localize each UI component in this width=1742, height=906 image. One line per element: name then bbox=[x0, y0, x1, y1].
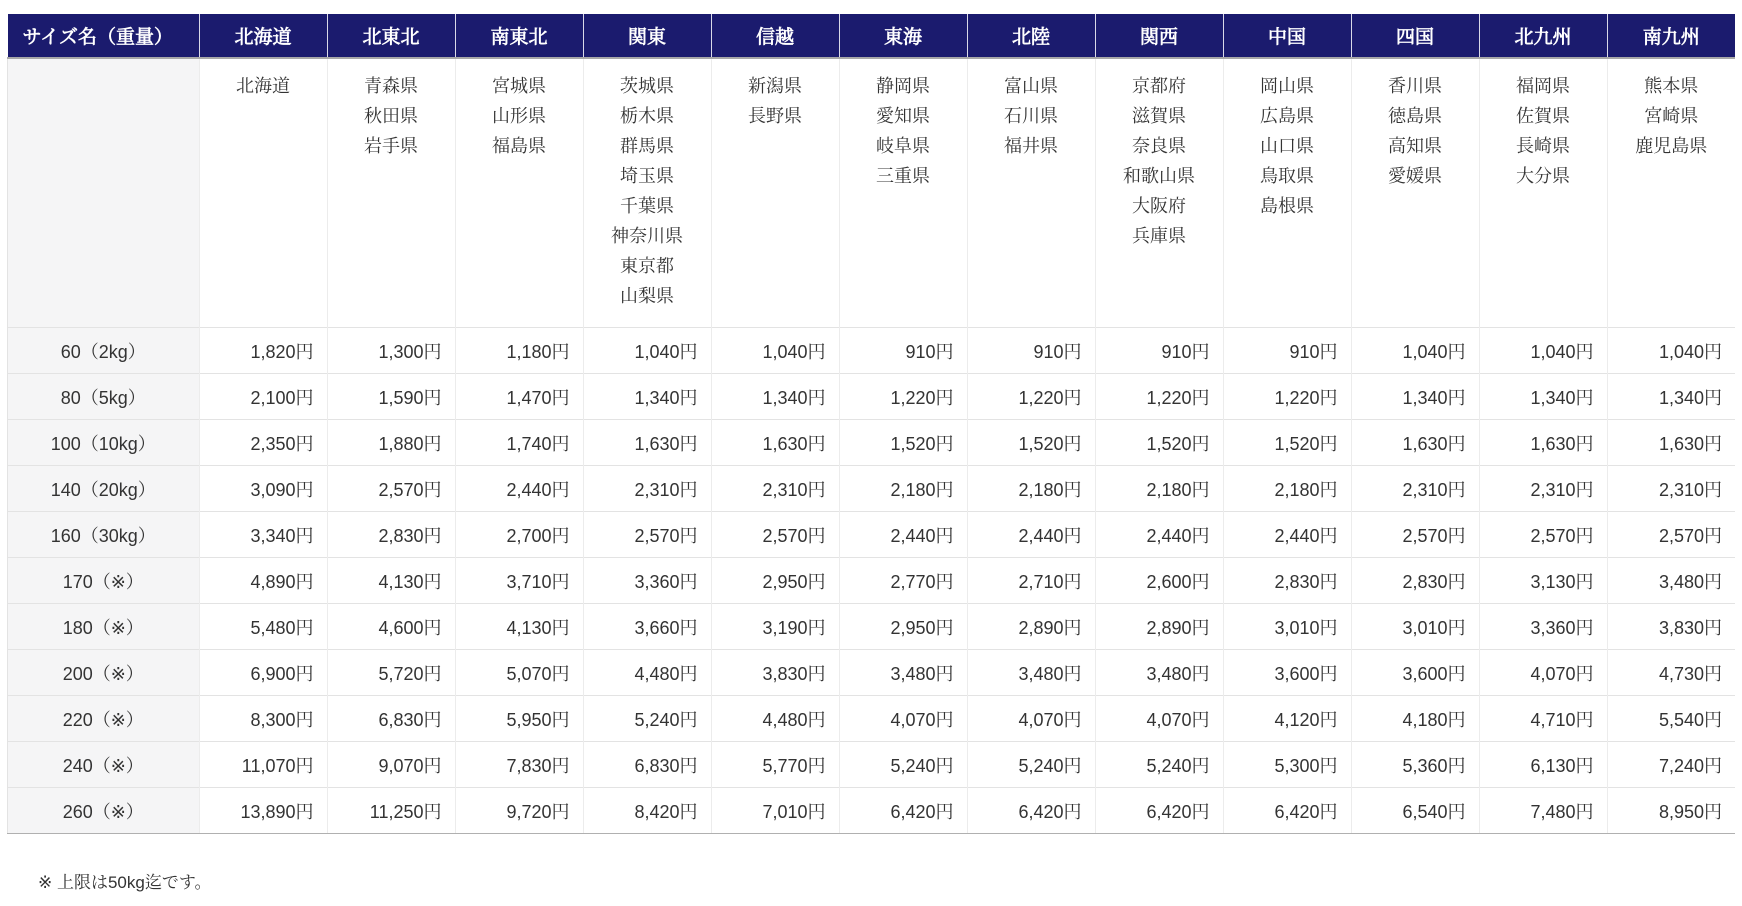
prefecture-name: 岐阜県 bbox=[876, 136, 930, 156]
price-cell: 1,630円 bbox=[1479, 420, 1607, 466]
prefecture-name: 福井県 bbox=[1004, 136, 1058, 156]
price-cell: 5,360円 bbox=[1351, 742, 1479, 788]
price-cell: 1,630円 bbox=[583, 420, 711, 466]
price-cell: 2,570円 bbox=[327, 466, 455, 512]
corner-header: サイズ名（重量） bbox=[8, 14, 200, 58]
price-cell: 1,340円 bbox=[583, 374, 711, 420]
price-cell: 8,950円 bbox=[1607, 788, 1735, 834]
table-row bbox=[8, 466, 1736, 512]
prefecture-name: 秋田県 bbox=[364, 106, 418, 126]
prefecture-name: 兵庫県 bbox=[1132, 226, 1186, 246]
prefecture-name: 茨城県 bbox=[620, 76, 674, 96]
price-cell: 1,220円 bbox=[839, 374, 967, 420]
region-header: 北九州 bbox=[1479, 14, 1607, 58]
prefecture-name: 大阪府 bbox=[1132, 196, 1186, 216]
table-row bbox=[8, 420, 1736, 466]
price-cell: 3,130円 bbox=[1479, 558, 1607, 604]
prefecture-name: 三重県 bbox=[876, 166, 930, 186]
price-cell: 4,130円 bbox=[327, 558, 455, 604]
shipping-rate-table bbox=[7, 14, 1735, 834]
region-header: 四国 bbox=[1351, 14, 1479, 58]
price-cell: 2,890円 bbox=[967, 604, 1095, 650]
prefecture-name: 山梨県 bbox=[620, 286, 674, 306]
price-cell: 2,310円 bbox=[711, 466, 839, 512]
size-label: 180（※） bbox=[8, 604, 200, 650]
price-cell: 3,190円 bbox=[711, 604, 839, 650]
price-cell: 2,440円 bbox=[1095, 512, 1223, 558]
size-label: 160（30kg） bbox=[8, 512, 200, 558]
price-cell: 4,070円 bbox=[1479, 650, 1607, 696]
price-cell: 6,900円 bbox=[199, 650, 327, 696]
prefecture-name: 千葉県 bbox=[620, 196, 674, 216]
price-cell: 7,480円 bbox=[1479, 788, 1607, 834]
price-cell: 1,520円 bbox=[839, 420, 967, 466]
size-label: 100（10kg） bbox=[8, 420, 200, 466]
price-cell: 3,480円 bbox=[1095, 650, 1223, 696]
table-row bbox=[8, 788, 1736, 834]
prefecture-name: 群馬県 bbox=[620, 136, 674, 156]
price-cell: 1,340円 bbox=[1479, 374, 1607, 420]
prefecture-cell bbox=[1351, 58, 1479, 328]
prefecture-name: 愛媛県 bbox=[1388, 166, 1442, 186]
price-cell: 5,720円 bbox=[327, 650, 455, 696]
price-cell: 1,040円 bbox=[711, 328, 839, 374]
price-cell: 910円 bbox=[967, 328, 1095, 374]
prefecture-name: 石川県 bbox=[1004, 106, 1058, 126]
price-cell: 3,830円 bbox=[711, 650, 839, 696]
price-cell: 2,180円 bbox=[1223, 466, 1351, 512]
price-cell: 910円 bbox=[1095, 328, 1223, 374]
price-cell: 2,830円 bbox=[1223, 558, 1351, 604]
size-label: 170（※） bbox=[8, 558, 200, 604]
table-row bbox=[8, 374, 1736, 420]
size-label: 60（2kg） bbox=[8, 328, 200, 374]
price-cell: 6,130円 bbox=[1479, 742, 1607, 788]
price-cell: 9,070円 bbox=[327, 742, 455, 788]
prefecture-name: 埼玉県 bbox=[620, 166, 674, 186]
prefecture-name: 鳥取県 bbox=[1260, 166, 1314, 186]
price-cell: 1,040円 bbox=[1479, 328, 1607, 374]
prefecture-name: 熊本県 bbox=[1644, 76, 1699, 96]
price-cell: 1,340円 bbox=[1351, 374, 1479, 420]
price-cell: 3,480円 bbox=[967, 650, 1095, 696]
price-cell: 1,520円 bbox=[1223, 420, 1351, 466]
prefecture-name: 静岡県 bbox=[876, 76, 930, 96]
prefecture-name: 栃木県 bbox=[620, 106, 674, 126]
prefecture-row bbox=[8, 58, 1736, 328]
price-cell: 1,180円 bbox=[455, 328, 583, 374]
region-header: 南九州 bbox=[1607, 14, 1735, 58]
price-cell: 1,520円 bbox=[967, 420, 1095, 466]
prefecture-name: 愛知県 bbox=[876, 106, 930, 126]
price-cell: 2,830円 bbox=[327, 512, 455, 558]
prefecture-name: 福岡県 bbox=[1516, 76, 1570, 96]
price-cell: 1,470円 bbox=[455, 374, 583, 420]
prefecture-name: 岡山県 bbox=[1260, 76, 1314, 96]
prefecture-name: 高知県 bbox=[1388, 136, 1442, 156]
prefecture-name: 滋賀県 bbox=[1132, 106, 1186, 126]
prefecture-name: 岩手県 bbox=[364, 136, 418, 156]
size-label: 140（20kg） bbox=[8, 466, 200, 512]
price-cell: 7,010円 bbox=[711, 788, 839, 834]
price-cell: 1,820円 bbox=[199, 328, 327, 374]
price-cell: 5,540円 bbox=[1607, 696, 1735, 742]
price-cell: 2,440円 bbox=[967, 512, 1095, 558]
price-cell: 3,480円 bbox=[839, 650, 967, 696]
price-cell: 4,120円 bbox=[1223, 696, 1351, 742]
price-cell: 6,830円 bbox=[327, 696, 455, 742]
price-cell: 2,570円 bbox=[1351, 512, 1479, 558]
table-row bbox=[8, 512, 1736, 558]
price-cell: 5,240円 bbox=[583, 696, 711, 742]
price-cell: 4,600円 bbox=[327, 604, 455, 650]
prefecture-name: 山口県 bbox=[1260, 136, 1314, 156]
prefecture-cell bbox=[1095, 58, 1223, 328]
price-cell: 2,180円 bbox=[967, 466, 1095, 512]
prefecture-name: 広島県 bbox=[1260, 106, 1314, 126]
price-cell: 6,540円 bbox=[1351, 788, 1479, 834]
size-label: 200（※） bbox=[8, 650, 200, 696]
price-cell: 6,420円 bbox=[839, 788, 967, 834]
price-cell: 9,720円 bbox=[455, 788, 583, 834]
price-cell: 6,420円 bbox=[1223, 788, 1351, 834]
prefecture-cell bbox=[1479, 58, 1607, 328]
prefecture-name: 和歌山県 bbox=[1123, 166, 1195, 186]
price-cell: 4,070円 bbox=[1095, 696, 1223, 742]
price-cell: 5,950円 bbox=[455, 696, 583, 742]
price-cell: 2,310円 bbox=[1479, 466, 1607, 512]
price-cell: 1,340円 bbox=[1607, 374, 1735, 420]
price-cell: 2,440円 bbox=[839, 512, 967, 558]
price-cell: 2,570円 bbox=[583, 512, 711, 558]
table-row bbox=[8, 558, 1736, 604]
price-cell: 2,100円 bbox=[199, 374, 327, 420]
price-cell: 3,010円 bbox=[1223, 604, 1351, 650]
prefecture-cell bbox=[967, 58, 1095, 328]
prefecture-name: 佐賀県 bbox=[1516, 106, 1570, 126]
price-cell: 3,360円 bbox=[1479, 604, 1607, 650]
region-header: 関西 bbox=[1095, 14, 1223, 58]
price-cell: 2,890円 bbox=[1095, 604, 1223, 650]
prefecture-name: 京都府 bbox=[1132, 76, 1186, 96]
price-cell: 4,890円 bbox=[199, 558, 327, 604]
price-cell: 1,040円 bbox=[583, 328, 711, 374]
price-cell: 3,340円 bbox=[199, 512, 327, 558]
price-cell: 3,010円 bbox=[1351, 604, 1479, 650]
price-cell: 3,660円 bbox=[583, 604, 711, 650]
price-cell: 5,480円 bbox=[199, 604, 327, 650]
price-cell: 910円 bbox=[1223, 328, 1351, 374]
prefecture-name: 島根県 bbox=[1260, 196, 1314, 216]
prefecture-name: 宮崎県 bbox=[1644, 106, 1699, 126]
price-cell: 11,250円 bbox=[327, 788, 455, 834]
price-cell: 2,950円 bbox=[711, 558, 839, 604]
prefecture-name: 山形県 bbox=[492, 106, 546, 126]
price-cell: 1,630円 bbox=[711, 420, 839, 466]
price-cell: 2,700円 bbox=[455, 512, 583, 558]
prefecture-name: 奈良県 bbox=[1132, 136, 1186, 156]
prefecture-cell bbox=[583, 58, 711, 328]
price-cell: 1,740円 bbox=[455, 420, 583, 466]
prefecture-name: 福島県 bbox=[492, 136, 546, 156]
price-cell: 2,570円 bbox=[1607, 512, 1735, 558]
price-cell: 5,240円 bbox=[967, 742, 1095, 788]
price-cell: 1,880円 bbox=[327, 420, 455, 466]
price-cell: 3,710円 bbox=[455, 558, 583, 604]
region-header: 北陸 bbox=[967, 14, 1095, 58]
price-cell: 1,220円 bbox=[1095, 374, 1223, 420]
price-cell: 1,220円 bbox=[967, 374, 1095, 420]
price-cell: 5,240円 bbox=[1095, 742, 1223, 788]
prefecture-name: 青森県 bbox=[364, 76, 418, 96]
prefecture-name: 新潟県 bbox=[748, 76, 802, 96]
prefecture-name: 香川県 bbox=[1388, 76, 1442, 96]
prefecture-name: 富山県 bbox=[1004, 76, 1058, 96]
price-cell: 1,340円 bbox=[711, 374, 839, 420]
prefecture-name: 宮城県 bbox=[492, 76, 546, 96]
region-header: 北海道 bbox=[199, 14, 327, 58]
prefecture-cell bbox=[839, 58, 967, 328]
prefecture-cell bbox=[199, 58, 327, 328]
price-cell: 2,440円 bbox=[1223, 512, 1351, 558]
price-cell: 4,710円 bbox=[1479, 696, 1607, 742]
price-cell: 1,040円 bbox=[1351, 328, 1479, 374]
price-cell: 1,520円 bbox=[1095, 420, 1223, 466]
prefecture-name: 北海道 bbox=[236, 76, 290, 96]
price-cell: 2,570円 bbox=[1479, 512, 1607, 558]
price-cell: 910円 bbox=[839, 328, 967, 374]
price-cell: 1,630円 bbox=[1351, 420, 1479, 466]
price-cell: 1,590円 bbox=[327, 374, 455, 420]
price-cell: 2,350円 bbox=[199, 420, 327, 466]
price-cell: 4,180円 bbox=[1351, 696, 1479, 742]
price-cell: 5,240円 bbox=[839, 742, 967, 788]
size-label: 240（※） bbox=[8, 742, 200, 788]
prefecture-cell bbox=[455, 58, 583, 328]
price-cell: 4,070円 bbox=[967, 696, 1095, 742]
region-header-row bbox=[8, 14, 1736, 58]
price-cell: 6,420円 bbox=[1095, 788, 1223, 834]
price-cell: 3,090円 bbox=[199, 466, 327, 512]
price-cell: 2,310円 bbox=[1607, 466, 1735, 512]
table-head bbox=[8, 14, 1736, 58]
prefecture-cell bbox=[327, 58, 455, 328]
table-row bbox=[8, 650, 1736, 696]
price-cell: 5,300円 bbox=[1223, 742, 1351, 788]
price-cell: 2,440円 bbox=[455, 466, 583, 512]
region-header: 東海 bbox=[839, 14, 967, 58]
prefecture-name: 徳島県 bbox=[1388, 106, 1442, 126]
price-cell: 7,830円 bbox=[455, 742, 583, 788]
price-cell: 5,070円 bbox=[455, 650, 583, 696]
price-cell: 3,600円 bbox=[1351, 650, 1479, 696]
prefecture-row-label-cell bbox=[8, 58, 200, 328]
price-cell: 2,180円 bbox=[1095, 466, 1223, 512]
price-cell: 13,890円 bbox=[199, 788, 327, 834]
price-cell: 4,480円 bbox=[711, 696, 839, 742]
prefecture-name: 鹿児島県 bbox=[1635, 136, 1708, 156]
table-body bbox=[8, 58, 1736, 834]
region-header: 南東北 bbox=[455, 14, 583, 58]
prefecture-name: 長崎県 bbox=[1516, 136, 1570, 156]
price-cell: 1,040円 bbox=[1607, 328, 1735, 374]
price-cell: 2,180円 bbox=[839, 466, 967, 512]
prefecture-name: 神奈川県 bbox=[611, 226, 683, 246]
prefecture-cell bbox=[1607, 58, 1735, 328]
price-cell: 2,770円 bbox=[839, 558, 967, 604]
footnote: ※ 上限は50kg迄です。 bbox=[38, 873, 212, 892]
price-cell: 8,300円 bbox=[199, 696, 327, 742]
price-cell: 2,600円 bbox=[1095, 558, 1223, 604]
prefecture-cell bbox=[1223, 58, 1351, 328]
region-header: 信越 bbox=[711, 14, 839, 58]
price-cell: 2,710円 bbox=[967, 558, 1095, 604]
price-cell: 7,240円 bbox=[1607, 742, 1735, 788]
price-cell: 3,360円 bbox=[583, 558, 711, 604]
size-label: 260（※） bbox=[8, 788, 200, 834]
price-cell: 8,420円 bbox=[583, 788, 711, 834]
price-cell: 1,630円 bbox=[1607, 420, 1735, 466]
price-cell: 2,310円 bbox=[1351, 466, 1479, 512]
price-cell: 6,830円 bbox=[583, 742, 711, 788]
price-cell: 3,600円 bbox=[1223, 650, 1351, 696]
price-cell: 1,220円 bbox=[1223, 374, 1351, 420]
price-cell: 4,730円 bbox=[1607, 650, 1735, 696]
prefecture-name: 東京都 bbox=[620, 256, 674, 276]
prefecture-cell bbox=[711, 58, 839, 328]
price-cell: 2,830円 bbox=[1351, 558, 1479, 604]
price-cell: 3,480円 bbox=[1607, 558, 1735, 604]
price-cell: 4,130円 bbox=[455, 604, 583, 650]
price-cell: 11,070円 bbox=[199, 742, 327, 788]
region-header: 北東北 bbox=[327, 14, 455, 58]
region-header: 中国 bbox=[1223, 14, 1351, 58]
table-row bbox=[8, 696, 1736, 742]
size-label: 220（※） bbox=[8, 696, 200, 742]
table-row bbox=[8, 604, 1736, 650]
size-label: 80（5kg） bbox=[8, 374, 200, 420]
price-cell: 1,300円 bbox=[327, 328, 455, 374]
price-cell: 2,570円 bbox=[711, 512, 839, 558]
prefecture-name: 大分県 bbox=[1516, 166, 1570, 186]
prefecture-name: 長野県 bbox=[748, 106, 802, 126]
region-header: 関東 bbox=[583, 14, 711, 58]
price-cell: 3,830円 bbox=[1607, 604, 1735, 650]
price-cell: 4,070円 bbox=[839, 696, 967, 742]
table-row bbox=[8, 742, 1736, 788]
price-cell: 2,310円 bbox=[583, 466, 711, 512]
price-cell: 4,480円 bbox=[583, 650, 711, 696]
price-cell: 2,950円 bbox=[839, 604, 967, 650]
price-cell: 5,770円 bbox=[711, 742, 839, 788]
price-cell: 6,420円 bbox=[967, 788, 1095, 834]
table-row bbox=[8, 328, 1736, 374]
